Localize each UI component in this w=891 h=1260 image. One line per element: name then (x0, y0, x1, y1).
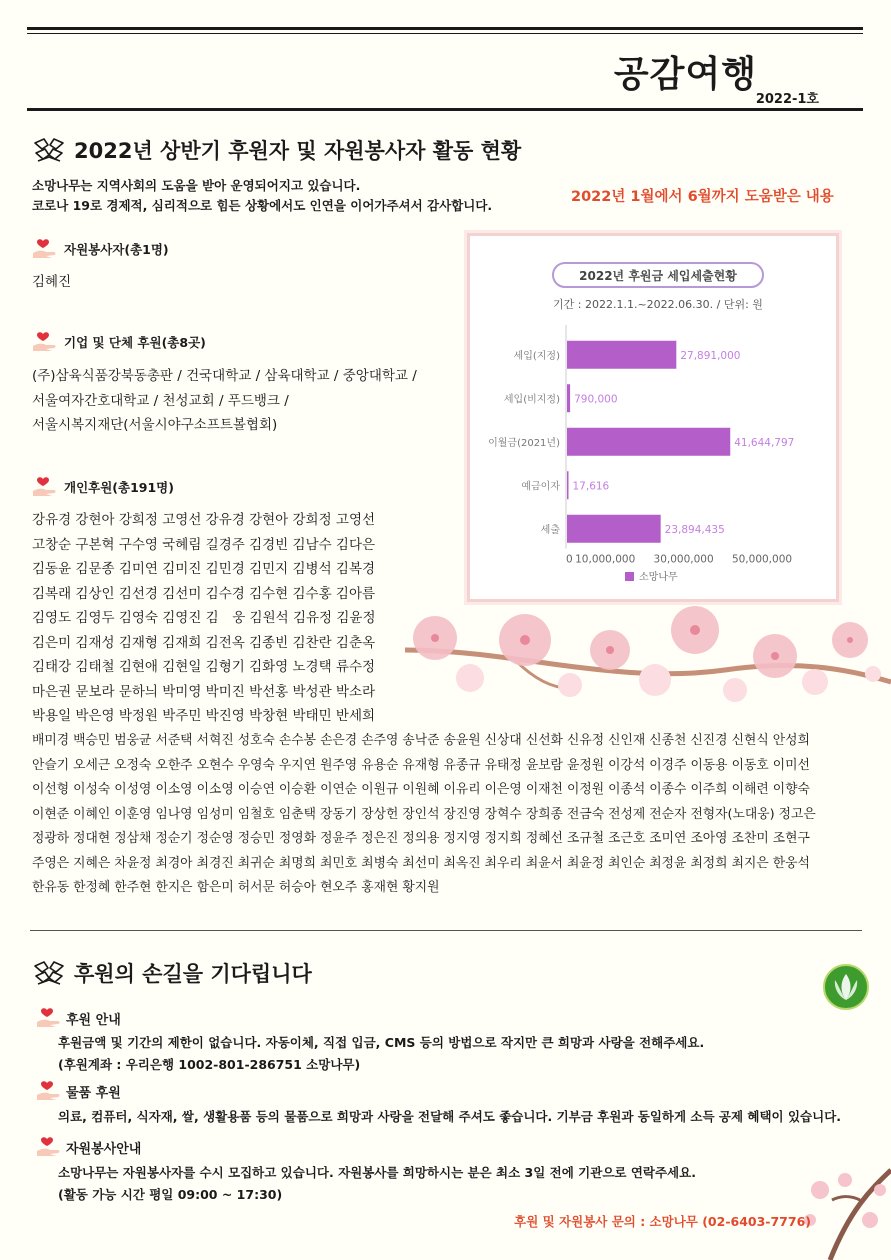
volunteer-guide-text (58, 1162, 696, 1206)
individual-donors-narrow (32, 508, 402, 729)
individuals-heading (32, 476, 174, 498)
donor-line: 김동윤 김문종 김미연 김미진 김민경 김민지 김병석 김복경 (32, 561, 376, 577)
organization-line: (주)삼육식품강북동총판 / 건국대학교 / 삼육대학교 / 중앙대학교 / (32, 368, 417, 384)
organization-line: 서울시복지재단(서울시야구소프트볼협회) (32, 417, 278, 433)
volunteer-guide-title: 자원봉사안내 (66, 1141, 142, 1157)
logo-icon (823, 964, 869, 1010)
donor-line: 마은권 문보라 문하늬 박미영 박미진 박선홍 박성관 박소라 (32, 683, 376, 700)
newsletter-title: 공감여행 (613, 53, 757, 95)
goods-text: 의료, 컴퓨터, 식자재, 쌀, 생활용품 등의 물품으로 희망과 사랑을 전달해 주셔도 좋습니다. 기부금 후원과 동일하게 소득 공제 혜택이 있습니다. (58, 1109, 842, 1124)
chart-value-label: 23,894,435 (664, 523, 725, 536)
donor-line: 고창순 구본혁 구수영 국혜림 길경주 김경빈 김남수 김다은 (32, 536, 376, 553)
heart-hand-icon (36, 1136, 62, 1158)
donation-chart (470, 236, 836, 599)
volunteers-heading (32, 238, 169, 260)
donor-line: 배미경 백승민 범웅균 서준택 서혁진 성호숙 손수봉 손은경 손주영 송낙준 송윤원 신상대 신선화 신유정 신인재 신종천 신진경 신현식 안성희 (32, 733, 810, 748)
goods-heading (36, 1080, 121, 1102)
period-note: 2022년 1월에서 6월까지 도움받은 내용 (571, 189, 834, 205)
donor-line: 김복래 김상인 김선경 김선미 김수경 김수현 김수홍 김아름 (32, 585, 376, 602)
issue-number: 2022-1호 (755, 92, 819, 107)
donor-line: 김은미 김재성 김재형 김재희 김전옥 김종빈 김찬란 김춘옥 (32, 634, 376, 651)
donor-line: 박용일 박은영 박정원 박주민 박진영 박창현 박태민 반세희 (32, 708, 376, 724)
chart-category-label: 세출 (540, 524, 560, 536)
chart-title: 2022년 후원금 세입세출현황 (579, 269, 737, 283)
chart-category-label: 예금이자 (521, 481, 560, 493)
section-divider (30, 930, 862, 931)
cherry-blossom-icon (790, 1160, 891, 1260)
chart-x-tick-label: 30,000,000 (653, 553, 714, 566)
chart-legend-label: 소망나무 (639, 572, 678, 583)
individual-donors-wide (32, 729, 878, 901)
chart-frame (467, 233, 839, 602)
donation-account: (후원계좌 : 우리은행 1002-801-286751 소망나무) (58, 1057, 361, 1072)
donor-line: 김태강 김태철 김현애 김현일 김형기 김화영 노경택 류수정 (32, 659, 376, 675)
chart-value-label: 27,891,000 (680, 349, 741, 362)
chart-x-tick-label: 0 (566, 553, 573, 566)
donor-line: 김영도 김영두 김영숙 김영진 김 웅 김원석 김유정 김윤정 (32, 610, 376, 626)
donor-line: 안슬기 오세근 오정숙 오한주 오현수 우영숙 우지연 원주영 유용순 유재형 유종규 유태정 윤보람 윤정원 이강석 이경주 이동용 이동호 이미선 (32, 757, 810, 773)
chart-category-label: 세입(비지정) (503, 394, 560, 406)
intro-text (32, 176, 492, 216)
heart-hand-icon (32, 331, 58, 353)
hands-icon (32, 958, 66, 988)
chart-category-label: 세입(지정) (513, 350, 560, 362)
donation-text (58, 1032, 704, 1076)
donation-heading (36, 1007, 121, 1029)
individuals-title: 개인후원(총191명) (64, 480, 174, 495)
donor-line: 강유경 강현아 강희정 고영선 강유경 강현아 강희정 고영선 (32, 512, 376, 528)
chart-legend-swatch (625, 572, 634, 581)
section2-heading (32, 958, 312, 988)
donor-line: 한유동 한정혜 한주현 한지은 함은미 허서문 허승아 현오주 홍재현 황지원 (32, 880, 440, 895)
organizations-heading (32, 331, 206, 353)
intro-line-2: 코로나 19로 경제적, 심리적으로 힘든 상황에서도 인연을 이어가주셔서 감사합니다. (32, 198, 493, 213)
chart-x-tick-label: 10,000,000 (575, 553, 636, 566)
heart-hand-icon (36, 1007, 62, 1029)
chart-bar (567, 515, 661, 543)
volunteer-names: 김혜진 (32, 274, 72, 290)
donation-line-1: 후원금액 및 기간의 제한이 없습니다. 자동이체, 직접 입금, CMS 등의 방법으로 작지만 큰 희망과 사랑을 전해주세요. (58, 1035, 705, 1050)
chart-value-label: 41,644,797 (734, 436, 795, 449)
organization-list (32, 364, 417, 438)
heart-hand-icon (32, 238, 58, 260)
chart-value-label: 17,616 (572, 480, 610, 493)
intro-line-1: 소망나무는 지역사회의 도움을 받아 운영되어지고 있습니다. (32, 178, 361, 193)
contact-info: 후원 및 자원봉사 문의 : 소망나무 (02-6403-7776) (514, 1214, 811, 1229)
donor-line: 주영은 지혜은 차윤정 최경아 최경진 최귀순 최명희 최민호 최병숙 최선미 최옥진 최우리 최윤서 최윤정 최인순 최정윤 최정희 최지은 한웅석 (32, 855, 810, 871)
chart-bar (567, 471, 569, 499)
donor-line: 이선형 이성숙 이성영 이소영 이소영 이승연 이승환 이연순 이원규 이원혜 이유리 이은영 이재천 이정원 이종석 이종수 이주희 이해련 이향숙 (32, 782, 810, 797)
top-rule (27, 27, 863, 30)
top-rule-thin (27, 33, 863, 34)
chart-subtitle: 기간 : 2022.1.1.~2022.06.30. / 단위: 원 (553, 298, 763, 311)
hands-icon (32, 135, 66, 165)
volunteers-title: 자원봉사자(총1명) (64, 242, 169, 257)
volunteer-guide-heading (36, 1136, 141, 1158)
section1-title: 2022년 상반기 후원자 및 자원봉사자 활동 현황 (74, 139, 522, 163)
donor-line: 정광하 정대현 정삼채 정순기 정순영 정승민 정영화 정윤주 정은진 정의용 정지영 정지희 정혜선 조규철 조근호 조미연 조아영 조찬미 조현구 (32, 831, 810, 846)
goods-title: 물품 후원 (66, 1085, 121, 1101)
heart-hand-icon (32, 476, 58, 498)
section2-title: 후원의 손길을 기다립니다 (74, 962, 312, 986)
organizations-title: 기업 및 단체 후원(총8곳) (64, 335, 206, 350)
donation-title: 후원 안내 (66, 1012, 121, 1028)
chart-bar (567, 341, 676, 369)
chart-category-label: 이월금(2021년) (488, 437, 560, 449)
chart-bar (567, 384, 570, 412)
header-rule (27, 108, 863, 111)
cherry-blossom-icon (395, 590, 891, 730)
section1-heading (32, 135, 521, 165)
heart-hand-icon (36, 1080, 62, 1102)
volunteer-hours: (활동 가능 시간 평일 09:00 ~ 17:30) (58, 1187, 283, 1202)
chart-value-label: 790,000 (574, 393, 618, 406)
donor-line: 이현준 이혜인 이훈영 임나영 임성미 임철호 임춘택 장동기 장상헌 장인석 장진영 장혁수 장희종 전금숙 전성제 전순자 전형자(노대웅) 정고은 (32, 806, 816, 822)
volunteer-guide-line: 소망나무는 자원봉사자를 수시 모집하고 있습니다. 자원봉사를 희망하시는 분은 최소 3일 전에 기관으로 연락주세요. (58, 1165, 696, 1180)
chart-x-tick-label: 50,000,000 (731, 553, 793, 566)
organization-line: 서울여자간호대학교 / 천성교회 / 푸드뱅크 / (32, 392, 289, 409)
chart-bar (567, 428, 730, 456)
